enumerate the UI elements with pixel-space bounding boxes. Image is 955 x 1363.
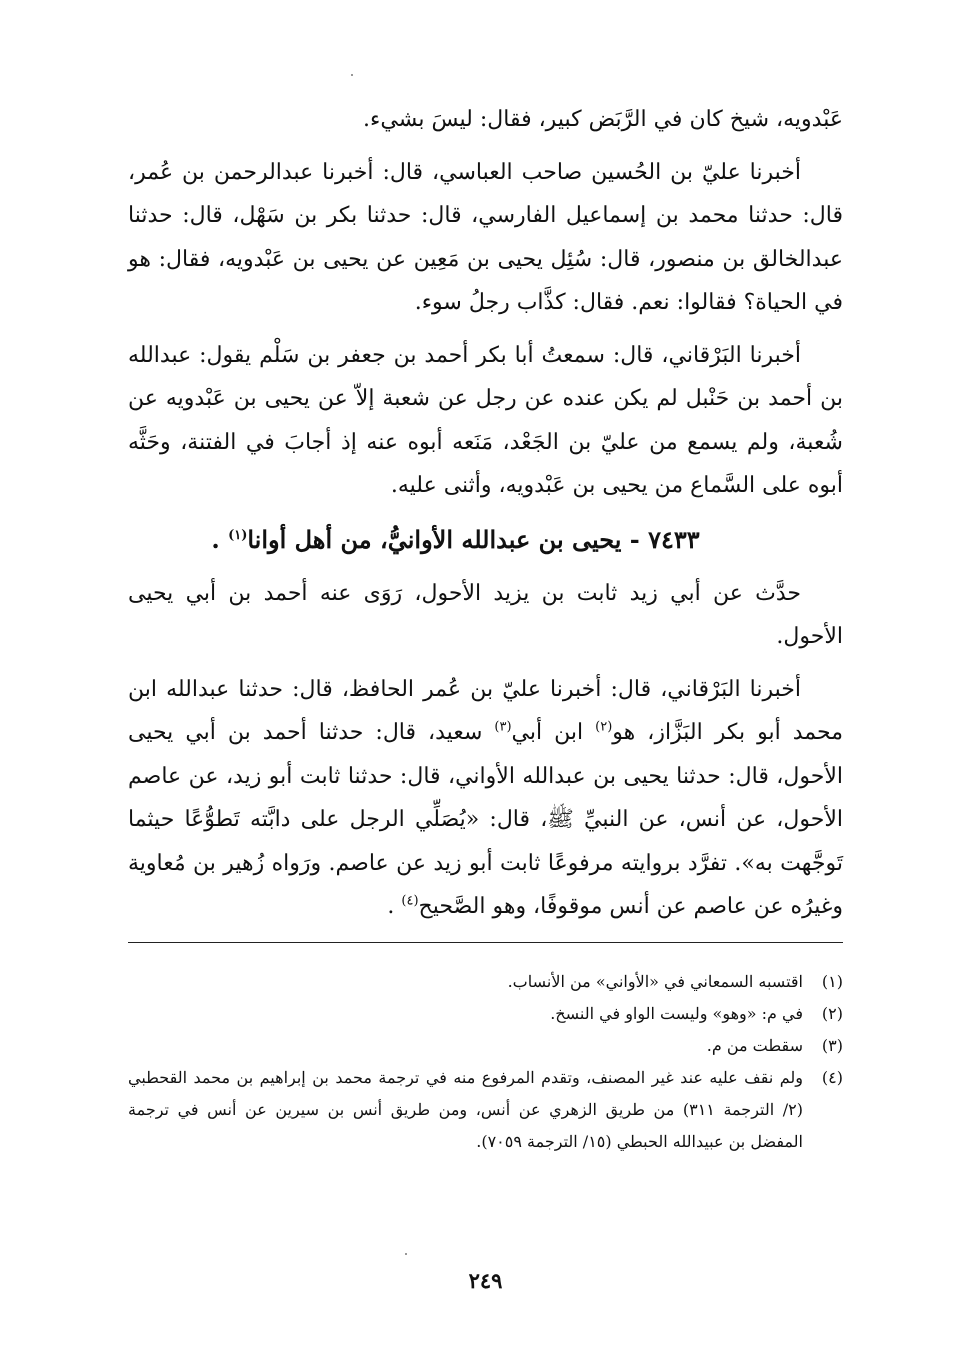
footnote-3 <box>128 1030 843 1062</box>
footnote-ref-3: (٣) <box>494 719 512 735</box>
paragraph-5-part-1: أخبرنا البَرْقاني، قال: أخبرنا عليّ بن عُمر الحافظ، قال: حدثنا عبدالله ابن محمد أبو بكر البَزَّاز، هو <box>128 676 843 745</box>
footnote-4 <box>128 1062 843 1158</box>
paragraph-5-part-3: سعيد، قال: حدثنا أحمد بن أبي يحيى الأحول، قال: حدثنا يحيى بن عبدالله الأواني، قال: حدثنا ثابت أبو زيد، عن عاصم الأحول، عن أنس، عن النبيِّ ﷺ، قال: «يُصَلِّي الرجل على دابَّته تَطوُّعًا حيثما تَوجَّهت به». تفرَّد بروايته مرفوعًا ثابت أبو زيد عن عاصم. ورَواه زُهير بن مُعاوية وغيرُه عن عاصم عن أنس موقوفًا، وهو الصَّحيح <box>128 720 843 919</box>
paragraph-3: أخبرنا البَرْقاني، قال: سمعتُ أبا بكر أحمد بن جعفر بن سَلْم يقول: عبدالله بن أحمد بن حَنْبل لم يكن عنده عن رجل عن شعبة إلاّ عن يحيى بن عَبْدويه عن شُعبة، ولم يسمع من عليّ بن الجَعْد، مَنَعه أبوه عنه إذ أجابَ في الفتنة، وحَثَّه أبوه على السَّماع من يحيى بن عَبْدويه، وأثنى عليه. <box>128 342 843 498</box>
scan-speck <box>351 74 353 76</box>
paragraph-4: حدَّث عن أبي زيد ثابت بن يزيد الأحول، رَوَى عنه أحمد بن أبي يحيى الأحول. <box>128 580 843 649</box>
footnote-ref-1: (١) <box>228 527 248 543</box>
footnote-2 <box>128 998 843 1030</box>
footnote-number: (٢) <box>821 1004 843 1023</box>
paragraph-5-part-4: . <box>387 894 402 919</box>
book-page <box>128 0 843 1363</box>
paragraph-2: أخبرنا عليّ بن الحُسين صاحب العباسي، قال: أخبرنا عبدالرحمن بن عُمر، قال: حدثنا محمد بن إسماعيل الفارسي، قال: حدثنا بكر بن سَهْل، قال: حدثنا عبدالخالق بن منصور، قال: سُئِل يحيى بن مَعِين عن يحيى بن عَبْدويه، فقال: هو في الحياة؟ فقالوا: نعم. فقال: كذَّاب رجلُ سوء. <box>128 159 843 315</box>
footnote-text: اقتسبه السمعاني في «الأواني» من الأنساب. <box>507 972 803 991</box>
entry-heading-inner <box>211 517 759 563</box>
footnote-text: ولم نقف عليه عند غير المصنف، وتقدم المرفوع منه في ترجمة محمد بن إبراهيم بن محمد القحطبي (٢/ الترجمة ٣١١) من طريق الزهري عن أنس، ومن طريق أنس بن سيرين عن أنس في ترجمة المفضل بن عبيدالله الحبطي (١٥/ الترجمة ٧٠٥٩). <box>128 1068 803 1151</box>
footnote-text: في م: «وهو» وليست الواو في النسخ. <box>550 1004 803 1023</box>
paragraph-5-part-2: ابن أبي <box>511 720 596 745</box>
footnote-ref-4: (٤) <box>401 893 419 909</box>
footnote-divider <box>128 942 843 943</box>
main-text <box>128 98 843 938</box>
footnotes <box>128 966 843 1158</box>
footnote-number: (٤) <box>821 1068 843 1087</box>
page-number: ٢٤٩ <box>468 1268 503 1293</box>
footnote-1 <box>128 966 843 998</box>
footnote-ref-2: (٢) <box>595 719 613 735</box>
paragraph-1: عَبْدويه، شيخ كان في الرَّبَض كبير، فقال: ليسَ بشيء. <box>363 107 843 132</box>
entry-heading-trailing: . <box>211 524 220 554</box>
footnote-number: (٣) <box>821 1036 843 1055</box>
footnote-number: (١) <box>821 972 843 991</box>
footnote-text: سقطت من م. <box>706 1036 803 1055</box>
entry-heading <box>128 517 843 563</box>
paragraph-5 <box>128 668 843 929</box>
scan-speck <box>405 1253 407 1255</box>
entry-heading-text: ٧٤٣٣ - يحيى بن عبدالله الأوانيُّ، من أهل أوانا <box>247 524 700 554</box>
